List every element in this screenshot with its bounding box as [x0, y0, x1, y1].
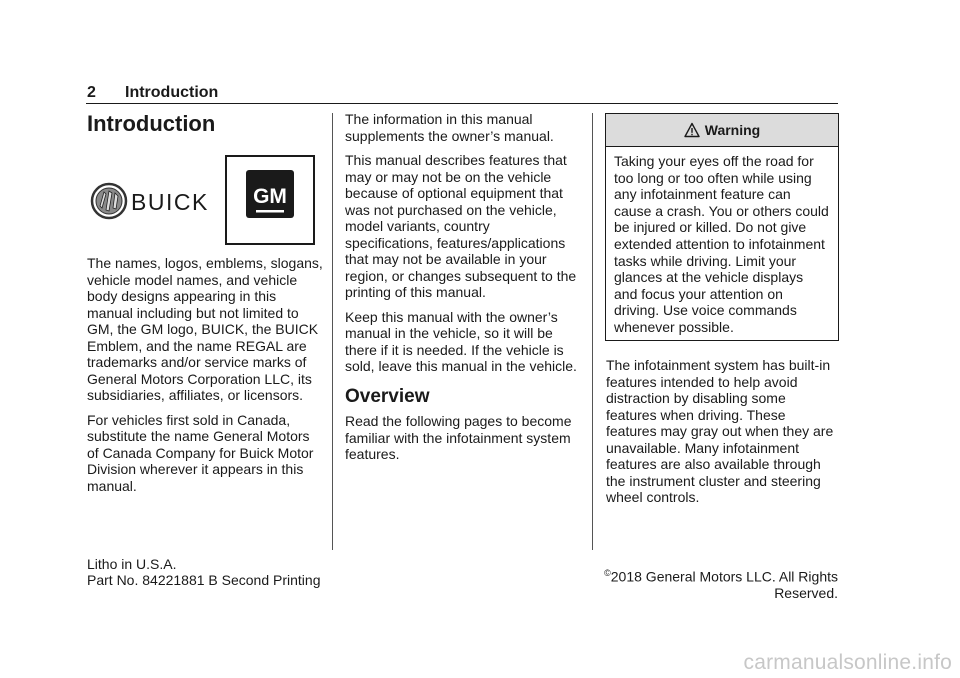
watermark: carmanualsonline.info [743, 651, 952, 674]
footer-left [87, 556, 321, 588]
copyright-symbol: © [604, 568, 611, 578]
info-column [345, 111, 580, 471]
overview-paragraph: Read the following pages to become familiar with the infotainment system features. [345, 413, 572, 462]
gm-wordmark: GM [253, 185, 287, 208]
features-paragraph: This manual describes features that may or may not be on the vehicle because of optional equipment that was not purchased on the vehicle, model variants, country specifications, features/applications that may not be available in your region, or changes subsequent to the printing of this manual. [345, 152, 577, 300]
supplement-paragraph: The information in this manual supplements the owner’s manual. [345, 111, 554, 144]
buick-wordmark: BUICK [131, 189, 209, 215]
built-in-features-paragraph: The infotainment system has built-in features intended to help avoid distraction by disabling some features when driving. These features may gray out when they are unavailable. Many infotainment features are also available through the instrument cluster and steering wheel controls. [606, 357, 834, 505]
part-number: Part No. 84221881 B Second Printing [87, 572, 321, 588]
canada-paragraph: For vehicles first sold in Canada, substitute the name General Motors of Canada Company for Buick Motor Division wherever it appears in this manual. [87, 411, 314, 494]
overview-heading: Overview [345, 385, 430, 407]
page-title: Introduction [87, 111, 216, 136]
warning-box [605, 113, 839, 341]
column-divider-2 [592, 113, 593, 550]
column-divider-1 [332, 113, 333, 550]
copyright-text: 2018 General Motors LLC. All Rights Reserved. [610, 568, 838, 601]
header-divider [86, 103, 838, 104]
copyright-notice [538, 568, 838, 601]
section-title: Introduction [125, 84, 219, 101]
trademark-paragraph: The names, logos, emblems, slogans, vehicle model names, and vehicle body designs appearing in this manual including but not limited to GM, the GM logo, BUICK, the BUICK Emblem, and the name REGAL are trademarks and/or service marks of General Motors Corporation LLC, its subsidiaries, affiliates, or licensors. [87, 255, 323, 403]
warning-icon [684, 122, 700, 138]
distraction-column [606, 357, 838, 514]
buick-logo [90, 180, 215, 222]
buick-emblem-icon [92, 184, 126, 218]
warning-header [606, 114, 838, 147]
intro-column [87, 255, 325, 502]
page-number: 2 [87, 84, 96, 101]
keep-manual-paragraph: Keep this manual with the owner’s manual in the vehicle, so it will be there if it is needed. If the vehicle is sold, leave this manual in the vehicle. [345, 308, 577, 374]
warning-text: Taking your eyes off the road for too long or too often while using any infotainment feature can cause a crash. You or others could be injured or killed. Do not give extended attention to infotainment tasks while driving. Limit your glances at the vehicle displays and focus your attention on driving. Use voice commands whenever possible. [614, 153, 829, 335]
gm-logo [225, 155, 315, 245]
warning-title: Warning [704, 122, 761, 138]
litho-text: Litho in U.S.A. [87, 556, 177, 572]
